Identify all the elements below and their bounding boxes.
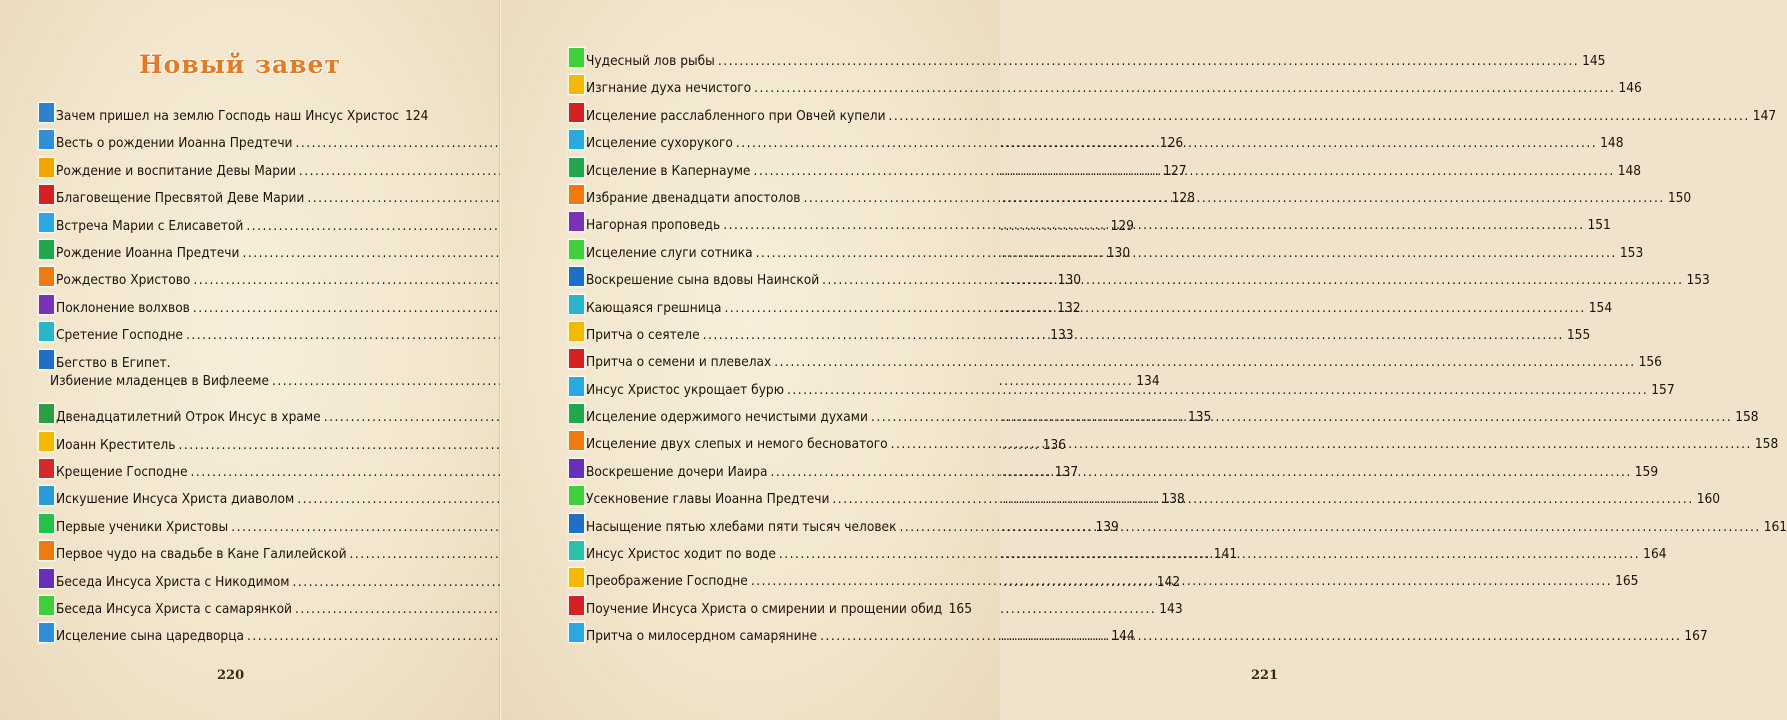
drop-cap-initial — [568, 403, 585, 424]
toc-entry-title: Первое чудо на свадьбе в Кане Галилейской — [56, 546, 347, 563]
toc-entry-page: 151 — [1587, 217, 1611, 234]
drop-cap-initial — [38, 595, 55, 616]
toc-entry-page: 136 — [1042, 436, 1067, 453]
toc-entry-title: Избиение младенцев в Вифлееме — [50, 372, 269, 389]
toc-entry-title: Зачем пришел на землю Господь наш Инсус Христос — [56, 108, 400, 124]
toc-entry-title: Притча о семени и плевелах — [586, 354, 772, 371]
drop-cap-initial — [568, 184, 585, 205]
toc-entry-page: 142 — [1156, 573, 1181, 590]
toc-entry-title: Чудесный лов рыбы — [586, 53, 715, 69]
page-number-left: 220 — [217, 668, 245, 683]
toc-entry-title: Исцеление сухорукого — [586, 135, 733, 152]
drop-cap-initial — [38, 513, 55, 534]
toc-entry-page: 145 — [1582, 53, 1606, 69]
toc-entry-page: 165 — [948, 600, 972, 617]
dot-leader — [779, 546, 1640, 562]
drop-cap-initial — [568, 74, 585, 95]
toc-entry-page: 161 — [1763, 518, 1787, 535]
toc-entry-page: 156 — [1638, 354, 1662, 371]
drop-cap-initial — [568, 513, 585, 534]
toc-entry-title: Инсус Христос укрощает бурю — [586, 381, 784, 398]
toc-entry — [568, 44, 1606, 71]
dot-leader — [718, 53, 1579, 69]
toc-entry — [38, 99, 429, 126]
toc-entry-page: 153 — [1686, 272, 1710, 289]
toc-entry-page: 128 — [1171, 190, 1195, 207]
drop-cap-initial — [38, 431, 55, 452]
toc-entry-page: 130 — [1106, 244, 1131, 261]
toc-entry-page: 138 — [1161, 491, 1185, 508]
drop-cap-initial — [568, 485, 585, 506]
dot-leader — [753, 163, 1614, 179]
dot-leader — [770, 464, 1631, 480]
dot-leader — [822, 272, 1683, 288]
toc-entry-page: 150 — [1667, 189, 1692, 206]
drop-cap-initial — [38, 294, 55, 315]
drop-cap-initial — [38, 622, 55, 643]
toc-entry-page: 127 — [1163, 162, 1187, 179]
dot-leader — [703, 327, 1564, 343]
dot-leader — [736, 135, 1597, 151]
toc-entry-page: 132 — [1057, 299, 1081, 316]
toc-entry-page: 135 — [1187, 409, 1212, 426]
toc-entry — [568, 592, 972, 619]
toc-entry — [38, 346, 410, 373]
toc-entry-title: Поклонение волхвов — [56, 299, 190, 316]
toc-entry-page: 147 — [1752, 107, 1777, 124]
dot-leader — [820, 628, 1681, 644]
toc-entry-title: Первые ученики Христовы — [56, 518, 229, 535]
drop-cap-initial — [568, 102, 585, 123]
toc-entry-title: Усекновение главы Иоанна Предтечи — [586, 491, 830, 508]
toc-entry-title: Нагорная проповедь — [586, 217, 721, 234]
drop-cap-initial — [568, 47, 585, 68]
toc-entry-page: 139 — [1095, 518, 1119, 535]
toc-entry-title: Рождество Христово — [56, 272, 191, 289]
toc-entry-title: Исцеление одержимого нечистыми духами — [586, 409, 868, 426]
dot-leader — [754, 80, 1615, 96]
toc-entry-title: Исцеление слуги сотника — [586, 244, 753, 261]
page-number-right: 221 — [1251, 668, 1279, 683]
dot-leader — [756, 245, 1617, 261]
dot-leader — [787, 382, 1648, 398]
toc-entry-page: 124 — [405, 108, 429, 124]
drop-cap-initial — [568, 376, 585, 397]
drop-cap-initial — [38, 129, 55, 150]
drop-cap-initial — [568, 294, 585, 315]
dot-leader — [774, 354, 1635, 370]
drop-cap-initial — [568, 595, 585, 616]
toc-entry-page: 130 — [1057, 272, 1082, 289]
toc-entry-title: Крещение Господне — [56, 464, 188, 481]
drop-cap-initial — [568, 567, 585, 588]
dot-leader — [832, 491, 1693, 507]
page-title: Новый завет — [139, 50, 341, 79]
drop-cap-initial — [38, 102, 55, 123]
drop-cap-initial — [38, 157, 55, 178]
dot-leader — [751, 573, 1612, 589]
drop-cap-initial — [38, 266, 55, 287]
drop-cap-initial — [568, 157, 585, 178]
toc-entry-page: 129 — [1110, 217, 1134, 234]
drop-cap-initial — [38, 485, 55, 506]
toc-entry-title: Насыщение пятью хлебами пяти тысяч человек — [586, 518, 897, 535]
toc-entry-title: Притча о сеятеле — [586, 326, 700, 343]
drop-cap-initial — [568, 348, 585, 369]
toc-entry-page: 159 — [1634, 463, 1659, 480]
toc-entry-title: Беседа Инсуса Христа с Никодимом — [56, 573, 290, 590]
toc-entry-title: Инсус Христос ходит по воде — [586, 546, 776, 563]
toc-entry — [568, 345, 1662, 372]
toc-entry-title: Исцеление сына царедворца — [56, 628, 245, 645]
drop-cap-initial — [568, 622, 585, 643]
toc-entry — [568, 99, 1777, 126]
dot-leader — [889, 108, 1750, 124]
toc-entry-page: 146 — [1618, 80, 1642, 97]
toc-entry-page: 167 — [1684, 628, 1708, 645]
toc-entry-title: Исцеление в Капернауме — [586, 162, 751, 179]
drop-cap-initial — [38, 239, 55, 260]
drop-cap-initial — [568, 321, 585, 342]
toc-entry-title: Изгнание духа нечистого — [586, 80, 752, 97]
drop-cap-initial — [568, 430, 585, 451]
toc-entry-page: 137 — [1054, 464, 1079, 481]
toc-entry-page: 148 — [1617, 162, 1642, 179]
toc-entry — [568, 71, 1642, 98]
toc-entry-page: 126 — [1159, 135, 1184, 152]
toc-entry-title: Преображение Господне — [586, 573, 748, 590]
drop-cap-initial — [568, 458, 585, 479]
dot-leader — [891, 436, 1752, 452]
drop-cap-initial — [38, 403, 55, 424]
toc-entry-title: Весть о рождении Иоанна Предтечи — [56, 135, 293, 152]
dot-leader — [871, 409, 1732, 425]
toc-entry-title: Искушение Инсуса Христа диаволом — [56, 491, 295, 508]
toc-entry-title: Бегство в Египет. — [56, 354, 171, 371]
toc-entry-title: Рождение и воспитание Девы Марии — [56, 162, 296, 179]
toc-entry-page: 164 — [1643, 546, 1667, 563]
toc-entry-title: Притча о милосердном самарянине — [586, 628, 818, 645]
toc-entry-page: 134 — [1136, 372, 1160, 389]
dot-leader — [723, 217, 1584, 233]
drop-cap-initial — [38, 321, 55, 342]
toc-entry-title: Избрание двенадцати апостолов — [586, 189, 801, 206]
toc-entry-title: Встреча Марии с Елисаветой — [56, 217, 244, 234]
toc-entry-page: 157 — [1651, 381, 1675, 398]
drop-cap-initial — [568, 266, 585, 287]
dot-leader — [804, 190, 1665, 206]
toc-entry-page: 160 — [1696, 491, 1721, 508]
toc-entry-page: 143 — [1159, 601, 1183, 618]
drop-cap-initial — [568, 129, 585, 150]
toc-entry-page: 141 — [1213, 546, 1238, 563]
toc-entry-page: 153 — [1619, 244, 1644, 261]
drop-cap-initial — [568, 211, 585, 232]
drop-cap-initial — [38, 540, 55, 561]
toc-entry-title: Благовещение Пресвятой Деве Марии — [56, 190, 305, 207]
dot-leader — [724, 300, 1585, 316]
toc-entry-title: Исцеление расслабленного при Овчей купели — [586, 107, 886, 124]
toc-entry-title: Поучение Инсуса Христа о смирении и прощении обид — [586, 600, 943, 617]
drop-cap-initial — [38, 568, 55, 589]
toc-entry-title: Исцеление двух слепых и немого бесноватого — [586, 436, 888, 453]
drop-cap-initial — [568, 540, 585, 561]
toc-entry-page: 158 — [1735, 409, 1759, 426]
toc-entry-title: Беседа Инсуса Христа с самарянкой — [56, 601, 292, 618]
drop-cap-initial — [38, 458, 55, 479]
toc-entry-title: Воскрешение сына вдовы Наинской — [586, 272, 820, 289]
toc-entry-page: 144 — [1111, 628, 1135, 645]
toc-entry-page: 133 — [1050, 327, 1074, 344]
dot-leader — [899, 519, 1760, 535]
drop-cap-initial — [38, 212, 55, 233]
toc-entry-page: 155 — [1566, 326, 1591, 343]
drop-cap-initial — [568, 239, 585, 260]
toc-entry-title: Сретение Господне — [56, 327, 183, 344]
toc-entry-page: 154 — [1588, 299, 1613, 316]
toc-entry-title: Двенадцатилетний Отрок Инсус в храме — [56, 409, 321, 426]
toc-entry-title: Кающаяся грешница — [586, 299, 722, 316]
toc-entry-title: Иоанн Креститель — [56, 436, 176, 453]
toc-entry-page: 148 — [1600, 135, 1624, 152]
drop-cap-initial — [38, 349, 55, 370]
toc-entry-page: 165 — [1615, 573, 1639, 590]
toc-entry-title: Рождение Иоанна Предтечи — [56, 244, 240, 261]
toc-entry-page: 158 — [1754, 436, 1779, 453]
toc-entry-title: Воскрешение дочери Иаира — [586, 463, 768, 480]
drop-cap-initial — [38, 184, 55, 205]
